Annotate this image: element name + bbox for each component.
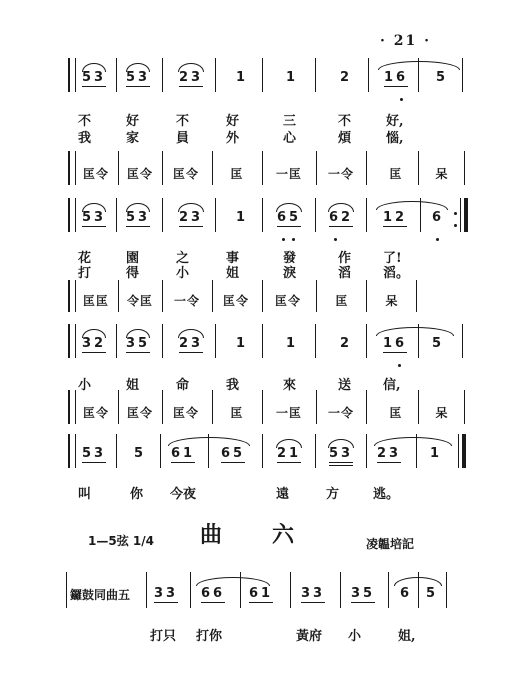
note-cell: 16 bbox=[383, 70, 409, 85]
notation-row-3 bbox=[0, 336, 514, 366]
note-cell: 21 bbox=[274, 446, 304, 461]
note-cell: 33 bbox=[153, 586, 179, 601]
percussion-row-3 bbox=[0, 404, 514, 424]
note-cell: 53 bbox=[326, 446, 356, 461]
percussion-cell: 匡令 bbox=[172, 167, 199, 181]
note-cell: 2 bbox=[339, 70, 353, 85]
note-cell: 53 bbox=[124, 70, 152, 85]
percussion-cell: 匡 bbox=[335, 294, 349, 308]
note-cell: 66 bbox=[200, 586, 226, 601]
notation-row-4 bbox=[0, 446, 514, 476]
note-cell: 16 bbox=[382, 336, 408, 351]
note-cell: 23 bbox=[176, 70, 206, 85]
percussion-cell: 匡 bbox=[230, 167, 244, 181]
percussion-cell: 令匡 bbox=[126, 294, 153, 308]
barline bbox=[75, 58, 76, 92]
note-cell: 65 bbox=[274, 210, 304, 225]
note-cell: 1 bbox=[285, 70, 299, 85]
note-cell: 35 bbox=[350, 586, 376, 601]
percussion-cell: 呆 bbox=[435, 406, 449, 420]
percussion-cell: 一匡 bbox=[275, 406, 302, 420]
percussion-cell: 匡令 bbox=[172, 406, 199, 420]
barline bbox=[162, 58, 163, 92]
percussion-cell: 一令 bbox=[173, 294, 200, 308]
note-cell: 61 bbox=[248, 586, 274, 601]
barline bbox=[462, 58, 463, 92]
note-cell: 5 bbox=[425, 586, 439, 601]
note-cell: 53 bbox=[80, 70, 108, 85]
barline bbox=[315, 58, 316, 92]
percussion-cell: 匡匡 bbox=[82, 294, 109, 308]
note-cell: 61 bbox=[170, 446, 196, 461]
barline bbox=[368, 58, 369, 92]
recorder-credit: 凌韞培記 bbox=[366, 537, 415, 551]
note-cell: 2 bbox=[339, 336, 353, 351]
note-cell: 1 bbox=[285, 336, 299, 351]
note-cell: 33 bbox=[300, 586, 326, 601]
note-cell: 23 bbox=[376, 446, 402, 461]
percussion-cell: 匡令 bbox=[274, 294, 301, 308]
barline bbox=[116, 58, 117, 92]
tuning-label: 1—5弦 1/4 bbox=[88, 534, 154, 548]
low-octave-dot bbox=[400, 98, 403, 101]
percussion-cell: 匡 bbox=[389, 167, 403, 181]
note-cell: 65 bbox=[220, 446, 246, 461]
percussion-cell: 一匡 bbox=[275, 167, 302, 181]
note-cell: 1 bbox=[235, 70, 249, 85]
percussion-source-label: 鑼鼓同曲五 bbox=[70, 588, 131, 602]
note-cell: 23 bbox=[176, 210, 206, 225]
note-cell: 53 bbox=[81, 446, 107, 461]
percussion-cell: 匡令 bbox=[82, 406, 109, 420]
notation-row-1 bbox=[0, 70, 514, 100]
notation-row-2 bbox=[0, 210, 514, 240]
note-cell: 5 bbox=[435, 70, 449, 85]
note-cell: 53 bbox=[124, 210, 152, 225]
percussion-cell: 匡令 bbox=[222, 294, 249, 308]
percussion-cell: 匡令 bbox=[126, 167, 153, 181]
barline bbox=[215, 58, 216, 92]
note-cell: 12 bbox=[382, 210, 408, 225]
percussion-cell: 呆 bbox=[435, 167, 449, 181]
barline bbox=[68, 58, 70, 92]
percussion-cell: 匡 bbox=[230, 406, 244, 420]
note-cell: 1 bbox=[235, 210, 249, 225]
note-cell: 35 bbox=[124, 336, 152, 351]
note-cell: 1 bbox=[235, 336, 249, 351]
percussion-cell: 一令 bbox=[327, 167, 354, 181]
note-cell: 6 bbox=[431, 210, 445, 225]
repeat-dot bbox=[454, 212, 457, 215]
repeat-dot bbox=[454, 224, 457, 227]
note-cell: 53 bbox=[80, 210, 108, 225]
note-cell: 23 bbox=[176, 336, 206, 351]
note-cell: 5 bbox=[431, 336, 445, 351]
tie-arc bbox=[378, 61, 460, 70]
note-cell: 62 bbox=[326, 210, 356, 225]
barline bbox=[262, 58, 263, 92]
note-cell: 5 bbox=[133, 446, 147, 461]
percussion-cell: 一令 bbox=[327, 406, 354, 420]
percussion-cell: 呆 bbox=[385, 294, 399, 308]
percussion-cell: 匡 bbox=[389, 406, 403, 420]
barline bbox=[418, 58, 419, 92]
percussion-row-2 bbox=[0, 292, 514, 312]
note-cell: 1 bbox=[429, 446, 443, 461]
note-cell: 32 bbox=[80, 336, 108, 351]
percussion-row-1 bbox=[0, 165, 514, 185]
note-cell: 6 bbox=[399, 586, 413, 601]
page-number: · 21 · bbox=[380, 33, 431, 49]
percussion-cell: 匡令 bbox=[82, 167, 109, 181]
piece-title: 曲六 bbox=[200, 522, 345, 548]
percussion-cell: 匡令 bbox=[126, 406, 153, 420]
